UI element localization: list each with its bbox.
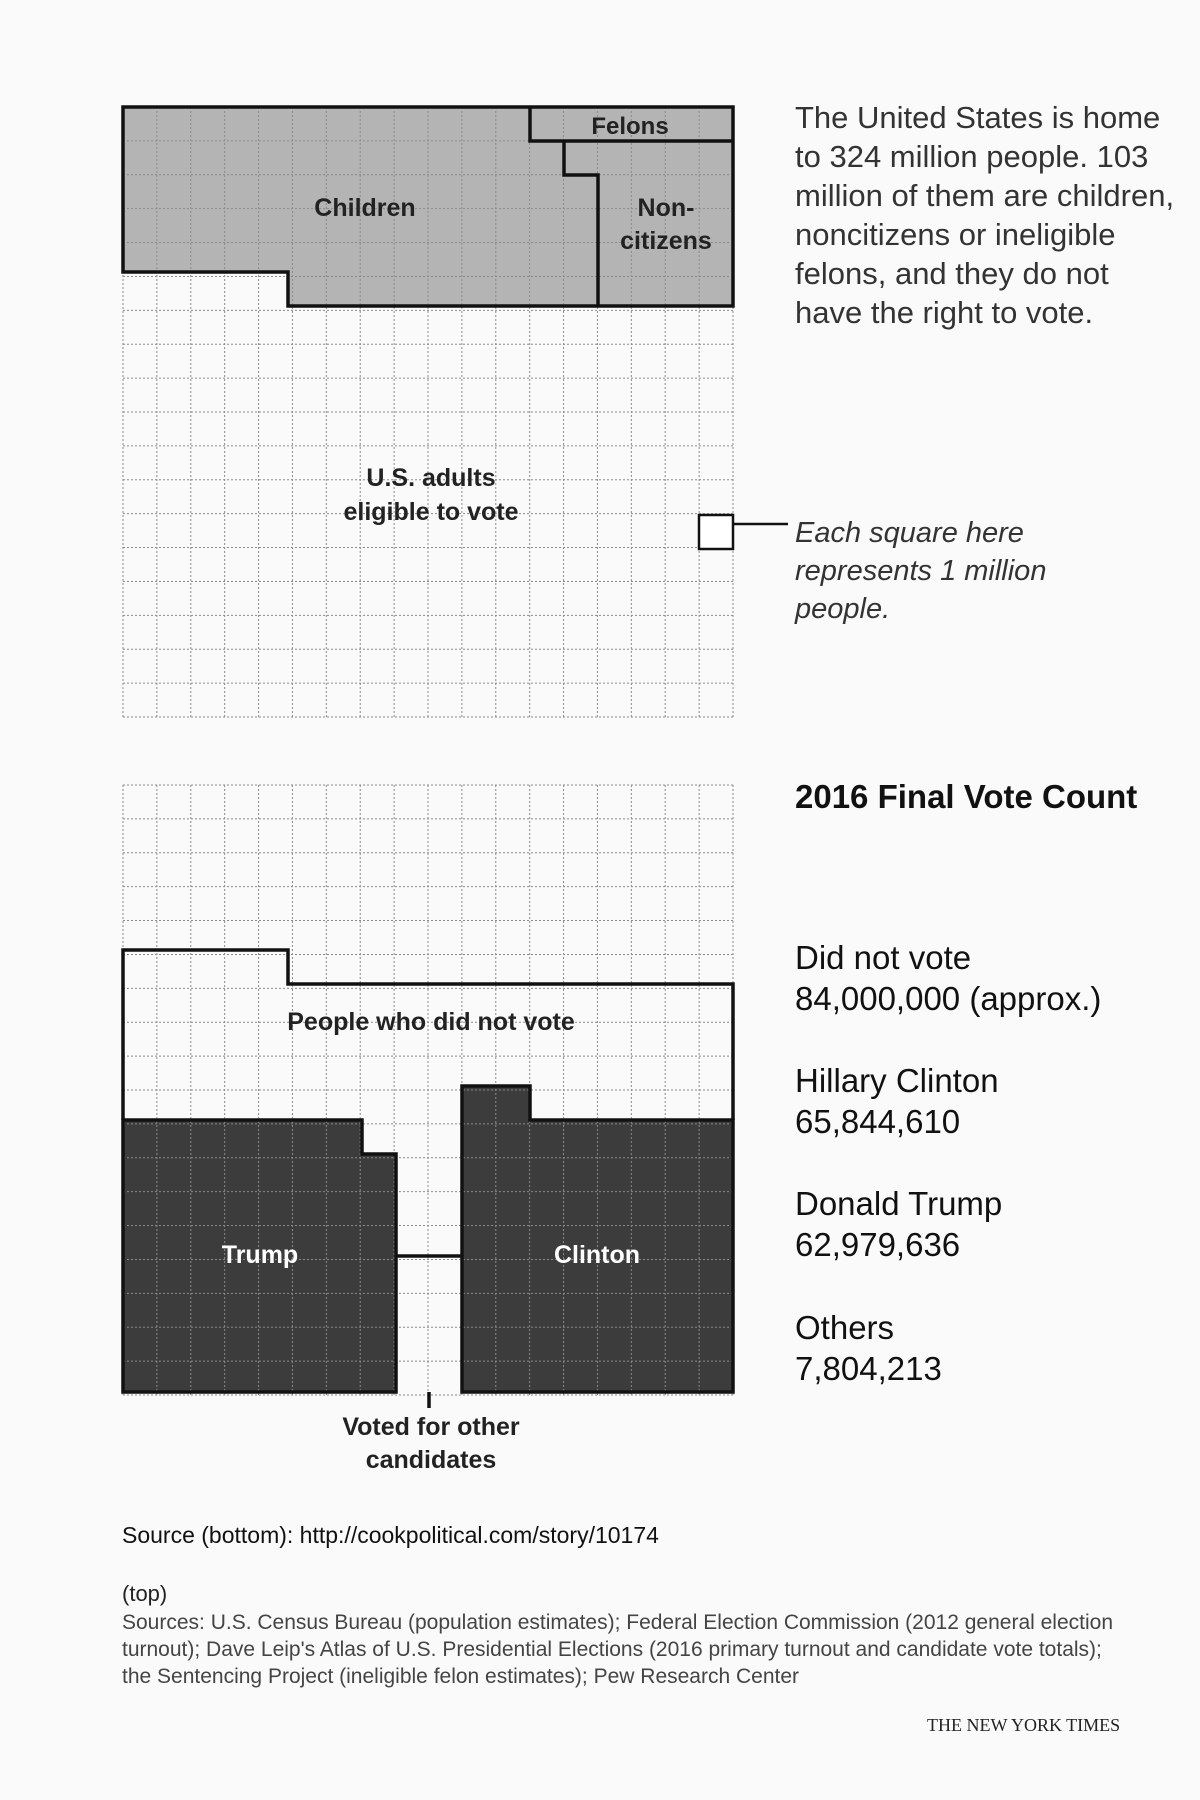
vote-entry-clinton — [795, 1060, 999, 1142]
eligible-label-line2: eligible to vote — [343, 498, 519, 526]
children-label: Children — [314, 194, 416, 222]
vote-entry-did-not-vote — [795, 937, 1101, 1019]
trump-label: Trump — [221, 1241, 299, 1269]
vote-entry-value: 7,804,213 — [795, 1350, 942, 1387]
eligible-label-line1: U.S. adults — [366, 464, 496, 492]
vote-waffle-chart — [118, 780, 738, 1480]
square-note: Each square here represents 1 million people. — [795, 517, 1047, 625]
population-waffle-chart — [118, 102, 738, 718]
vote-entry-label: Did not vote — [795, 939, 972, 976]
nonvoter-label: People who did not vote — [287, 1008, 575, 1036]
vote-entry-others — [795, 1307, 942, 1389]
vote-entry-label: Others — [795, 1309, 895, 1346]
source-bottom: Source (bottom): http://cookpolitical.com/story/10174 — [122, 1522, 659, 1548]
noncitizens-label-line2: citizens — [620, 227, 712, 255]
intro-text: The United States is home to 324 million people. 103 million of them are children, noncitizens or ineligible felons, and they do not have the right to vote. — [795, 100, 1175, 330]
legend-connector — [730, 520, 790, 530]
vote-entry-trump — [795, 1183, 1002, 1265]
clinton-label: Clinton — [553, 1241, 641, 1269]
vote-entry-value: 62,979,636 — [795, 1226, 961, 1263]
vote-count-title: 2016 Final Vote Count — [795, 778, 1138, 815]
felons-label: Felons — [591, 113, 669, 140]
vote-entry-label: Hillary Clinton — [795, 1062, 999, 1099]
others-label-line1: Voted for other — [342, 1413, 520, 1441]
source-top-label: (top) — [122, 1581, 168, 1606]
others-label-line2: candidates — [365, 1446, 497, 1474]
noncitizens-label-line1: Non- — [637, 194, 695, 222]
vote-entry-label: Donald Trump — [795, 1185, 1003, 1222]
vote-entry-value: 65,844,610 — [795, 1103, 961, 1140]
source-top: Sources: U.S. Census Bureau (population estimates); Federal Election Commission (2012 general election turnout); Dave Leip's Atlas of U.S. Presidential Elections (2016 primary turnout and candidate vote totals); the Sentencing Project (ineligible felon estimates); Pew Research Center — [122, 1611, 1113, 1688]
vote-entry-value: 84,000,000 (approx.) — [795, 980, 1102, 1017]
legend-square — [699, 515, 733, 549]
nyt-credit: THE NEW YORK TIMES — [927, 1715, 1121, 1735]
